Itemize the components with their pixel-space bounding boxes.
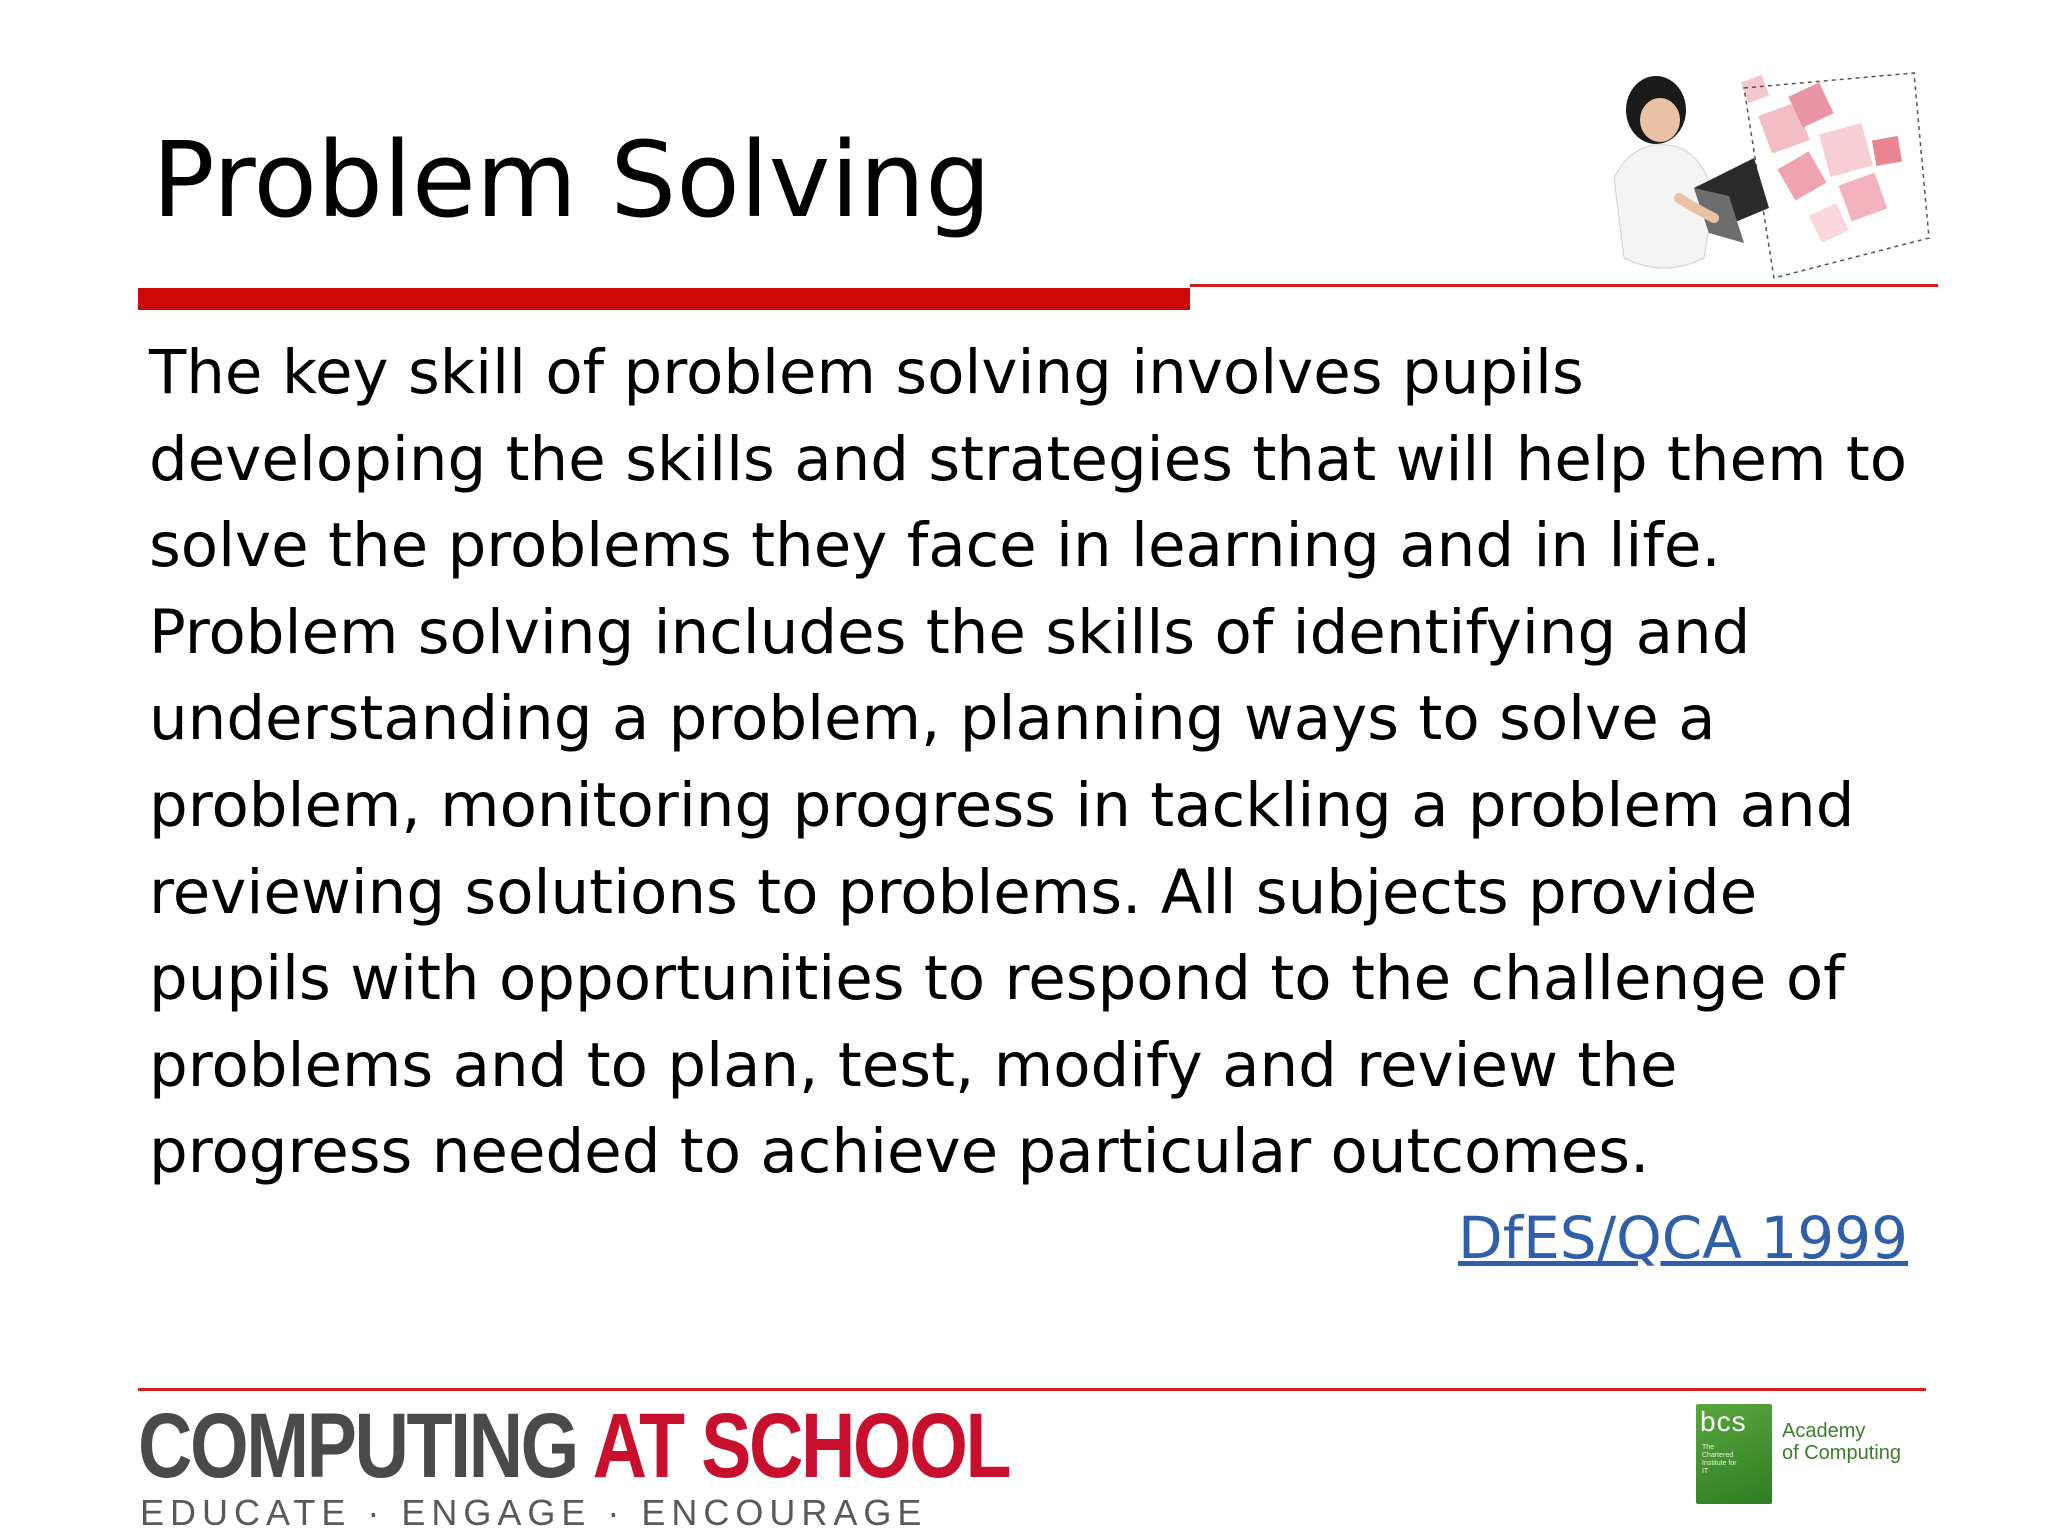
body-line: pupils with opportunities to respond to the challenge of (149, 943, 1845, 1015)
cas-logo-wordmark (138, 1395, 1010, 1497)
body-line: progress needed to achieve particular outcomes. (149, 1116, 1650, 1188)
woman-with-laptop-illustration (1594, 68, 1934, 294)
bcs-badge-icon (1696, 1404, 1772, 1504)
cas-logo-word-at-school: AT SCHOOL (592, 1395, 1010, 1497)
slide-body-text (149, 330, 1949, 1196)
title-underline-thick (138, 288, 1190, 310)
body-line: The key skill of problem solving involves pupils (149, 337, 1584, 408)
cas-logo-tagline: EDUCATE · ENGAGE · ENCOURAGE (140, 1492, 928, 1533)
bcs-badge-subtext: The Chartered Institute for IT (1702, 1444, 1737, 1475)
body-line: developing the skills and strategies that will help them to (149, 423, 1908, 495)
slide-title: Problem Solving (152, 119, 992, 241)
bcs-academy-logo (1696, 1404, 1916, 1504)
body-line: solve the problems they face in learning and in life. (149, 510, 1721, 582)
body-line: reviewing solutions to problems. All subjects provide (149, 856, 1758, 928)
bcs-badge-text: bcs (1700, 1406, 1747, 1437)
bcs-academy-line1: Academy (1782, 1420, 1866, 1442)
body-line: problem, monitoring progress in tackling a problem and (149, 769, 1855, 841)
footer-divider (138, 1388, 1926, 1391)
bcs-academy-line2: of Computing (1782, 1442, 1901, 1464)
cas-logo-word-computing: COMPUTING (138, 1395, 577, 1497)
bcs-academy-text (1782, 1420, 1901, 1464)
body-line: Problem solving includes the skills of identifying and (149, 596, 1751, 668)
body-line: problems and to plan, test, modify and review the (149, 1029, 1678, 1101)
computing-at-school-logo (138, 1395, 1010, 1533)
citation-link[interactable]: DfES/QCA 1999 (1458, 1204, 1908, 1272)
body-line: understanding a problem, planning ways to solve a (149, 683, 1716, 755)
